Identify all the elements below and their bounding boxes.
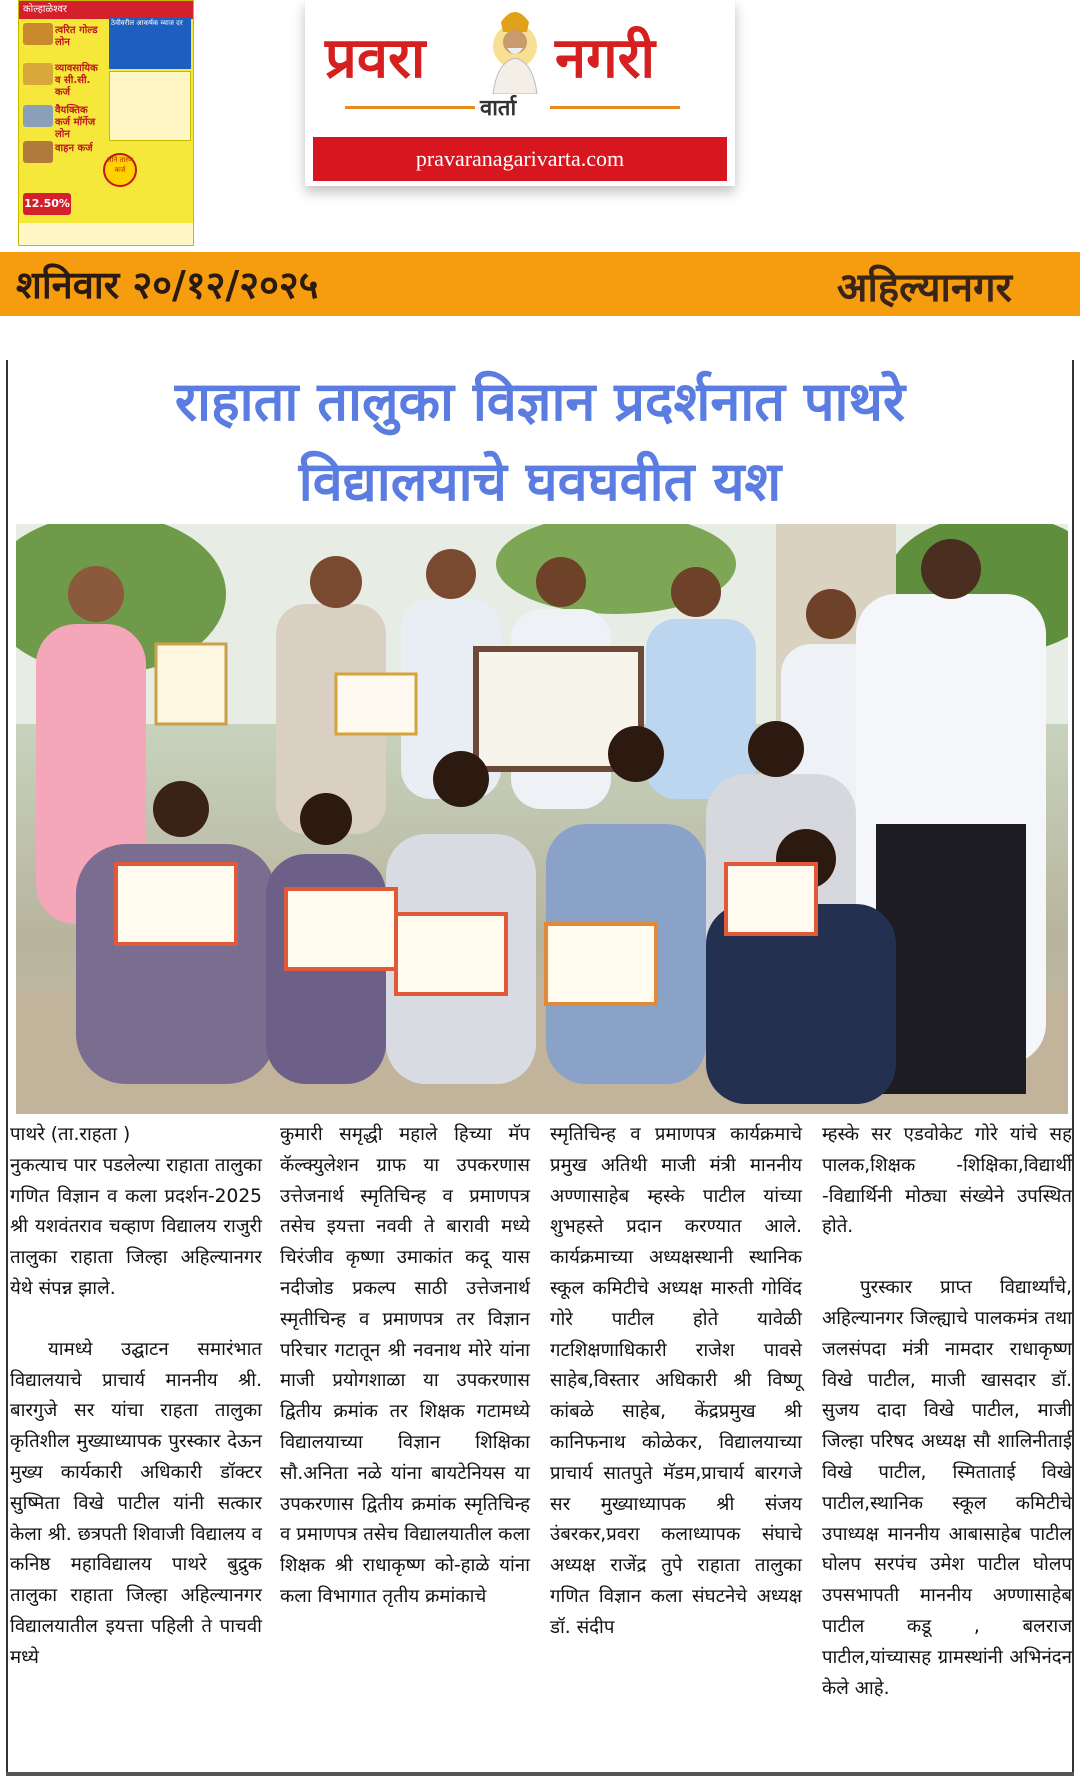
saint-figure-icon xyxy=(483,2,547,94)
vehicle-image xyxy=(23,141,53,163)
bank-advertisement xyxy=(18,0,194,246)
article-headline xyxy=(20,362,1060,522)
ad-rate-badge: 12.50% xyxy=(23,193,71,215)
masthead-subtitle: वार्ता xyxy=(480,96,517,121)
ad-loan-item: त्वरित गोल्ड लोन xyxy=(55,25,98,48)
gold-ornament-image xyxy=(23,63,53,85)
masthead-ornament-line xyxy=(345,106,475,109)
headline-line: विद्यालयाचे घवघवीत यश xyxy=(298,450,782,513)
ad-loan-item: व्यावसायिक व सी.सी. कर्ज xyxy=(55,63,98,98)
gold-coins-image xyxy=(23,23,53,45)
house-image xyxy=(23,105,53,127)
article-paragraph: स्मृतिचिन्ह व प्रमाणपत्र कार्यक्रमाचे प्रमुख अतिथी माजी मंत्री माननीय अण्णासाहेब म्हस्के पाटील यांच्या शुभहस्ते प्रदान करण्यात आले. कार्यक्रमाच्या अध्यक्षस्थानी स्थानिक स्कूल कमिटीचे अध्यक्ष मारुती गोविंद गोरे पाटील होते यावेळी गटशिक्षणाधिकारी राजेश पावसे साहेब,विस्तार अधिकारी श्री विष्णू कांबळे साहेब, केंद्रप्रमुख श्री कानिफनाथ कोळेकर, विद्यालयाच्या प्राचार्य सातपुते मॅडम,प्राचार्य बारगजे सर मुख्याध्यापक श्री संजय उंबरकर,प्रवरा कलाध्यापक संघाचे अध्यक्ष राजेंद्र तुपे राहाता तालुका गणित विज्ञान कला संघटनेचे अध्यक्ष डॉ. संदीप xyxy=(550,1124,802,1638)
masthead-name-left: प्रवरा xyxy=(325,25,426,91)
masthead-url: pravaranagarivarta.com xyxy=(313,137,727,181)
article-column-3 xyxy=(550,1120,802,1644)
article-column-2 xyxy=(280,1120,530,1613)
ad-circle-badge: सोने तारण कर्ज xyxy=(103,153,137,187)
masthead-name-right: नगरी xyxy=(555,25,656,91)
ad-brand: कोल्हाळेश्वर xyxy=(19,1,193,19)
masthead xyxy=(305,0,735,186)
article-paragraph: पुरस्कार प्राप्त विद्यार्थ्यांचे, अहिल्यानगर जिल्ह्याचे पालकमंत्र तथा जलसंपदा मंत्री नामदार राधाकृष्ण विखे पाटील, माजी खासदार डॉ. सुजय दादा विखे पाटील, माजी जिल्हा परिषद अध्यक्ष सौ शालिनीताई विखे पाटील, स्मिताताई विखे पाटील,स्थानिक स्कूल कमिटीचे उपाध्यक्ष माननीय आबासाहेब पाटील घोलप सरपंच उमेश पाटील घोलप उपसभापती माननीय अण्णासाहेब पाटील कडू , बलराज पाटील,यांच्यासह ग्रामस्थांनी अभिनंदन केले आहे. xyxy=(822,1277,1072,1699)
article-dateline: पाथरे (ता.राहता ) xyxy=(10,1124,131,1145)
ad-rate-table xyxy=(109,71,191,141)
article-column-4 xyxy=(822,1120,1072,1704)
article-paragraph: म्हस्के सर एडवोकेट गोरे यांचे सह पालक,शिक्षक -शिक्षिका,विद्यार्थी -विद्यार्थिनी मोठ्या संख्येने उपस्थित होते. xyxy=(822,1124,1072,1238)
group-photo xyxy=(16,524,1068,1114)
masthead-ornament-line xyxy=(550,106,680,109)
dateline-date: शनिवार २०/१२/२०२५ xyxy=(16,263,319,307)
article-paragraph: नुकत्याच पार पडलेल्या राहाता तालुका गणित विज्ञान व कला प्रदर्शन-2025 श्री यशवंतराव चव्हाण विद्यालय राजुरी तालुका राहाता जिल्हा अहिल्यानगर येथे संपन्न झाले. xyxy=(10,1154,262,1299)
dateline-city: अहिल्यानगर xyxy=(836,265,1012,311)
ad-loan-item: वाहन कर्ज xyxy=(55,143,93,154)
group-photo-illustration xyxy=(16,524,1068,1114)
article-column-1 xyxy=(10,1120,262,1674)
article-paragraph: कुमारी समृद्धी महाले हिच्या मॅप कॅल्क्युलेशन ग्राफ या उपकरणास उत्तेजनार्थ स्मृतिचिन्ह व प्रमाणपत्र तसेच इयत्ता नववी ते बारावी मध्ये चिरंजीव कृष्णा उमाकांत कदू यास नदीजोड प्रकल्प साठी उत्तेजनार्थ स्मृतीचिन्ह व प्रमाणपत्र तर विज्ञान परिचार गटातून श्री नवनाथ मोरे यांना माजी प्रयोगशाळा या उपकरणास द्वितीय क्रमांक तर शिक्षक गटामध्ये विद्यालयाच्या विज्ञान शिक्षिका सौ.अनिता नळे यांना बायटेनियस या उपकरणास द्वितीय क्रमांक स्मृतिचिन्ह व प्रमाणपत्र तसेच विद्यालयातील कला शिक्षक श्री राधाकृष्ण को-हाळे यांना कला विभागात तृतीय क्रमांकाचे xyxy=(280,1124,530,1607)
bottom-rule xyxy=(6,1772,1074,1776)
article-paragraph: यामध्ये उद्घाटन समारंभात विद्यालयाचे प्राचार्य माननीय श्री. बारगुजे सर यांचा राहता तालुका कृतिशील मुख्याध्यापक पुरस्कार देऊन मुख्य कार्यकारी अधिकारी डॉक्टर सुष्मिता विखे पाटील यांनी सत्कार केला श्री. छत्रपती शिवाजी विद्यालय व कनिष्ठ महाविद्यालय पाथरे बुद्रुक तालुका राहाता जिल्हा अहिल्यानगर विद्यालयातील इयत्ता पहिली ते पाचवी मध्ये xyxy=(10,1338,262,1668)
ad-rate-panel: ठेवीवरील आकर्षक व्याज दर xyxy=(109,17,191,69)
ad-loan-item: वैयक्तिक कर्ज मॉर्गेज लोन xyxy=(55,105,96,140)
headline-line: राहाता तालुका विज्ञान प्रदर्शनात पाथरे xyxy=(174,370,906,433)
ad-footer xyxy=(19,223,193,245)
dateline-band xyxy=(0,252,1080,316)
